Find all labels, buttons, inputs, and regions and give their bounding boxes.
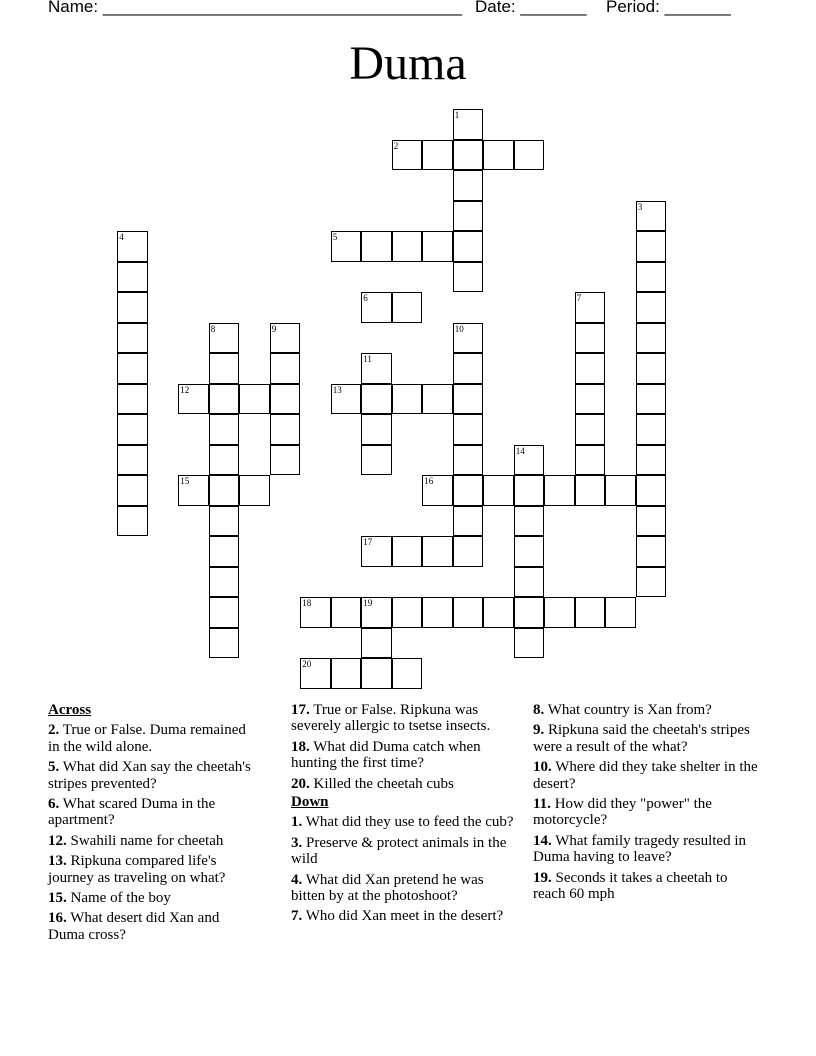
clue-number: 17. <box>291 702 310 718</box>
clue-number: 12. <box>48 832 67 849</box>
grid-cell[interactable] <box>270 353 301 384</box>
grid-cell[interactable] <box>422 597 453 628</box>
clue-number: 19. <box>533 869 552 886</box>
grid-cell[interactable] <box>514 506 545 537</box>
grid-cell[interactable] <box>575 323 606 354</box>
grid-cell[interactable] <box>636 201 667 232</box>
grid-cell[interactable] <box>209 506 240 537</box>
grid-cell[interactable] <box>209 323 240 354</box>
grid-cell[interactable] <box>392 384 423 415</box>
grid-cell[interactable] <box>117 231 148 262</box>
grid-cell[interactable] <box>483 597 514 628</box>
down-clue <box>533 833 763 866</box>
grid-cell[interactable] <box>209 475 240 506</box>
grid-cell[interactable] <box>117 384 148 415</box>
grid-cell[interactable] <box>361 384 392 415</box>
clue-text: What country is Xan from? <box>544 702 712 718</box>
grid-cell[interactable] <box>209 445 240 476</box>
clues-column-1 <box>48 702 253 947</box>
grid-cell[interactable] <box>453 445 484 476</box>
grid-cell[interactable] <box>239 384 270 415</box>
cell-number: 11 <box>363 354 372 365</box>
grid-cell[interactable] <box>453 323 484 354</box>
down-clue <box>533 722 763 755</box>
across-clue <box>48 833 253 849</box>
grid-cell[interactable] <box>575 292 606 323</box>
across-clue <box>48 796 253 829</box>
down-clue <box>291 814 521 830</box>
clue-text: Where did they take shelter in the desert? <box>533 759 758 792</box>
grid-cell[interactable] <box>636 506 667 537</box>
grid-cell[interactable] <box>422 475 453 506</box>
grid-cell[interactable] <box>453 384 484 415</box>
cell-number: 4 <box>119 232 124 243</box>
clue-number: 13. <box>48 853 67 870</box>
grid-cell[interactable] <box>636 475 667 506</box>
down-clue <box>533 702 763 718</box>
grid-cell[interactable] <box>514 475 545 506</box>
across-clue <box>48 759 253 792</box>
grid-cell[interactable] <box>209 597 240 628</box>
grid-cell[interactable] <box>575 353 606 384</box>
across-clue <box>48 890 253 906</box>
grid-cell[interactable] <box>209 414 240 445</box>
clue-number: 10. <box>533 759 552 776</box>
clue-number: 3. <box>291 834 303 851</box>
clue-number: 11. <box>533 796 551 813</box>
grid-cell[interactable] <box>453 231 484 262</box>
grid-cell[interactable] <box>361 292 392 323</box>
clue-number: 14. <box>533 832 552 849</box>
grid-cell[interactable] <box>636 567 667 598</box>
grid-cell[interactable] <box>422 384 453 415</box>
clue-text: What did Xan say the cheetah's stripes prevented? <box>48 759 251 792</box>
cell-number: 17 <box>363 537 373 548</box>
grid-cell[interactable] <box>209 536 240 567</box>
clue-number: 15. <box>48 890 67 907</box>
grid-cell[interactable] <box>453 262 484 293</box>
grid-cell[interactable] <box>361 353 392 384</box>
grid-cell[interactable] <box>270 414 301 445</box>
grid-cell[interactable] <box>514 567 545 598</box>
cell-number: 2 <box>393 140 399 151</box>
clue-text: Name of the boy <box>66 890 171 907</box>
grid-cell[interactable] <box>575 445 606 476</box>
grid-cell[interactable] <box>422 231 453 262</box>
across-heading: Across <box>48 702 92 718</box>
clue-text: Who did Xan meet in the desert? <box>302 908 504 925</box>
cell-number: 13 <box>332 384 342 395</box>
grid-cell[interactable] <box>636 262 667 293</box>
grid-cell[interactable] <box>361 414 392 445</box>
name-blank[interactable]: ______________________________________ <box>102 0 463 16</box>
grid-cell[interactable] <box>178 475 209 506</box>
grid-cell[interactable] <box>117 353 148 384</box>
grid-cell[interactable] <box>636 231 667 262</box>
cell-number: 10 <box>454 323 464 334</box>
cell-number: 12 <box>180 384 190 395</box>
grid-cell[interactable] <box>239 475 270 506</box>
clues-column-3 <box>533 702 763 906</box>
grid-cell[interactable] <box>361 597 392 628</box>
down-clue <box>291 872 521 905</box>
clue-text: True or False. Ripkuna was severely allergic to tsetse insects. <box>291 702 491 735</box>
grid-cell[interactable] <box>453 475 484 506</box>
grid-cell[interactable] <box>209 353 240 384</box>
down-clue <box>533 796 763 829</box>
grid-cell[interactable] <box>483 140 514 171</box>
name-label: Name: <box>48 0 99 16</box>
grid-cell[interactable] <box>270 323 301 354</box>
grid-cell[interactable] <box>575 414 606 445</box>
period-label: Period: <box>606 0 660 16</box>
page-title: Duma <box>349 37 467 90</box>
grid-cell[interactable] <box>361 231 392 262</box>
down-clue <box>533 759 763 792</box>
grid-cell[interactable] <box>544 597 575 628</box>
down-clue <box>533 870 763 903</box>
cell-number: 7 <box>576 293 582 304</box>
cell-number: 16 <box>424 476 434 487</box>
grid-cell[interactable] <box>636 292 667 323</box>
grid-cell[interactable] <box>331 597 362 628</box>
grid-cell[interactable] <box>453 597 484 628</box>
grid-cell[interactable] <box>361 445 392 476</box>
grid-cell[interactable] <box>575 384 606 415</box>
grid-cell[interactable] <box>514 628 545 659</box>
grid-cell[interactable] <box>636 353 667 384</box>
grid-cell[interactable] <box>392 292 423 323</box>
grid-cell[interactable] <box>575 597 606 628</box>
grid-cell[interactable] <box>300 597 331 628</box>
grid-cell[interactable] <box>117 262 148 293</box>
clue-number: 2. <box>48 722 60 739</box>
across-clue <box>291 739 521 772</box>
grid-cell[interactable] <box>514 536 545 567</box>
grid-cell[interactable] <box>605 597 636 628</box>
cell-number: 3 <box>637 201 643 212</box>
clue-text: What family tragedy resulted in Duma having to leave? <box>533 832 746 866</box>
grid-cell[interactable] <box>300 658 331 689</box>
grid-cell[interactable] <box>483 475 514 506</box>
grid-cell[interactable] <box>117 323 148 354</box>
clue-text: True or False. Duma remained in the wild alone. <box>48 722 246 755</box>
grid-cell[interactable] <box>209 384 240 415</box>
cell-number: 9 <box>271 323 277 334</box>
date-label: Date: <box>475 0 516 16</box>
grid-cell[interactable] <box>453 140 484 171</box>
clue-number: 8. <box>533 702 545 718</box>
clue-text: What did Duma catch when hunting the first time? <box>291 738 481 772</box>
cell-number: 5 <box>332 232 338 243</box>
grid-cell[interactable] <box>117 475 148 506</box>
grid-cell[interactable] <box>331 231 362 262</box>
grid-cell[interactable] <box>453 353 484 384</box>
down-clue <box>291 835 521 868</box>
grid-cell[interactable] <box>361 536 392 567</box>
grid-cell[interactable] <box>117 506 148 537</box>
grid-cell[interactable] <box>392 597 423 628</box>
grid-cell[interactable] <box>636 414 667 445</box>
grid-cell[interactable] <box>636 323 667 354</box>
clue-text: What scared Duma in the apartment? <box>48 796 216 829</box>
grid-cell[interactable] <box>270 384 301 415</box>
clue-number: 18. <box>291 738 310 755</box>
grid-cell[interactable] <box>392 658 423 689</box>
cell-number: 14 <box>515 445 525 456</box>
period-blank[interactable]: _______ <box>664 0 731 16</box>
grid-cell[interactable] <box>453 506 484 537</box>
grid-cell[interactable] <box>636 445 667 476</box>
clue-text: What did Xan pretend he was bitten by at the photoshoot? <box>291 871 484 905</box>
cell-number: 8 <box>210 323 216 334</box>
clue-number: 9. <box>533 722 545 739</box>
grid-cell[interactable] <box>453 414 484 445</box>
grid-cell[interactable] <box>422 140 453 171</box>
grid-cell[interactable] <box>514 445 545 476</box>
grid-cell[interactable] <box>117 292 148 323</box>
clue-number: 20. <box>291 775 310 792</box>
clue-text: Ripkuna compared life's journey as traveling on what? <box>48 853 226 886</box>
across-clue <box>48 853 253 886</box>
grid-cell[interactable] <box>605 475 636 506</box>
grid-cell[interactable] <box>453 201 484 232</box>
cell-number: 19 <box>363 598 373 609</box>
grid-cell[interactable] <box>636 536 667 567</box>
clue-number: 16. <box>48 910 67 927</box>
grid-cell[interactable] <box>392 140 423 171</box>
grid-cell[interactable] <box>636 384 667 415</box>
clue-text: Seconds it takes a cheetah to reach 60 mph <box>533 869 728 903</box>
clue-text: Ripkuna said the cheetah's stripes were a result of the what? <box>533 722 750 755</box>
clue-number: 4. <box>291 871 303 888</box>
cell-number: 6 <box>363 293 368 304</box>
across-clue <box>291 702 521 735</box>
grid-cell[interactable] <box>453 536 484 567</box>
clues-column-2 <box>291 702 521 929</box>
across-clue <box>291 776 521 792</box>
clue-number: 1. <box>291 814 303 831</box>
clue-text: Swahili name for cheetah <box>66 832 224 849</box>
grid-cell[interactable] <box>453 170 484 201</box>
grid-cell[interactable] <box>331 658 362 689</box>
grid-cell[interactable] <box>331 384 362 415</box>
clue-number: 7. <box>291 908 303 925</box>
grid-cell[interactable] <box>453 109 484 140</box>
grid-cell[interactable] <box>544 475 575 506</box>
grid-cell[interactable] <box>575 475 606 506</box>
grid-cell[interactable] <box>392 536 423 567</box>
grid-cell[interactable] <box>209 567 240 598</box>
grid-cell[interactable] <box>361 628 392 659</box>
cell-number: 1 <box>454 110 460 121</box>
down-clue <box>291 908 521 924</box>
date-blank[interactable]: _______ <box>520 0 587 16</box>
clue-text: What desert did Xan and Duma cross? <box>48 910 220 943</box>
grid-cell[interactable] <box>209 628 240 659</box>
cell-number: 20 <box>302 659 312 670</box>
grid-cell[interactable] <box>117 445 148 476</box>
clue-text: Killed the cheetah cubs <box>309 775 454 792</box>
grid-cell[interactable] <box>514 597 545 628</box>
across-clue <box>48 722 253 755</box>
clue-text: What did they use to feed the cub? <box>302 814 514 831</box>
clue-text: Preserve & protect animals in the wild <box>291 834 507 868</box>
clue-text: How did they "power" the motorcycle? <box>533 796 712 829</box>
grid-cell[interactable] <box>270 445 301 476</box>
across-clue <box>48 910 253 943</box>
grid-cell[interactable] <box>178 384 209 415</box>
grid-cell[interactable] <box>514 140 545 171</box>
grid-cell[interactable] <box>117 414 148 445</box>
grid-cell[interactable] <box>392 231 423 262</box>
down-heading: Down <box>291 794 329 811</box>
grid-cell[interactable] <box>361 658 392 689</box>
cell-number: 18 <box>302 598 312 609</box>
grid-cell[interactable] <box>422 536 453 567</box>
clue-number: 6. <box>48 796 60 813</box>
clue-number: 5. <box>48 759 60 776</box>
cell-number: 15 <box>180 476 190 487</box>
